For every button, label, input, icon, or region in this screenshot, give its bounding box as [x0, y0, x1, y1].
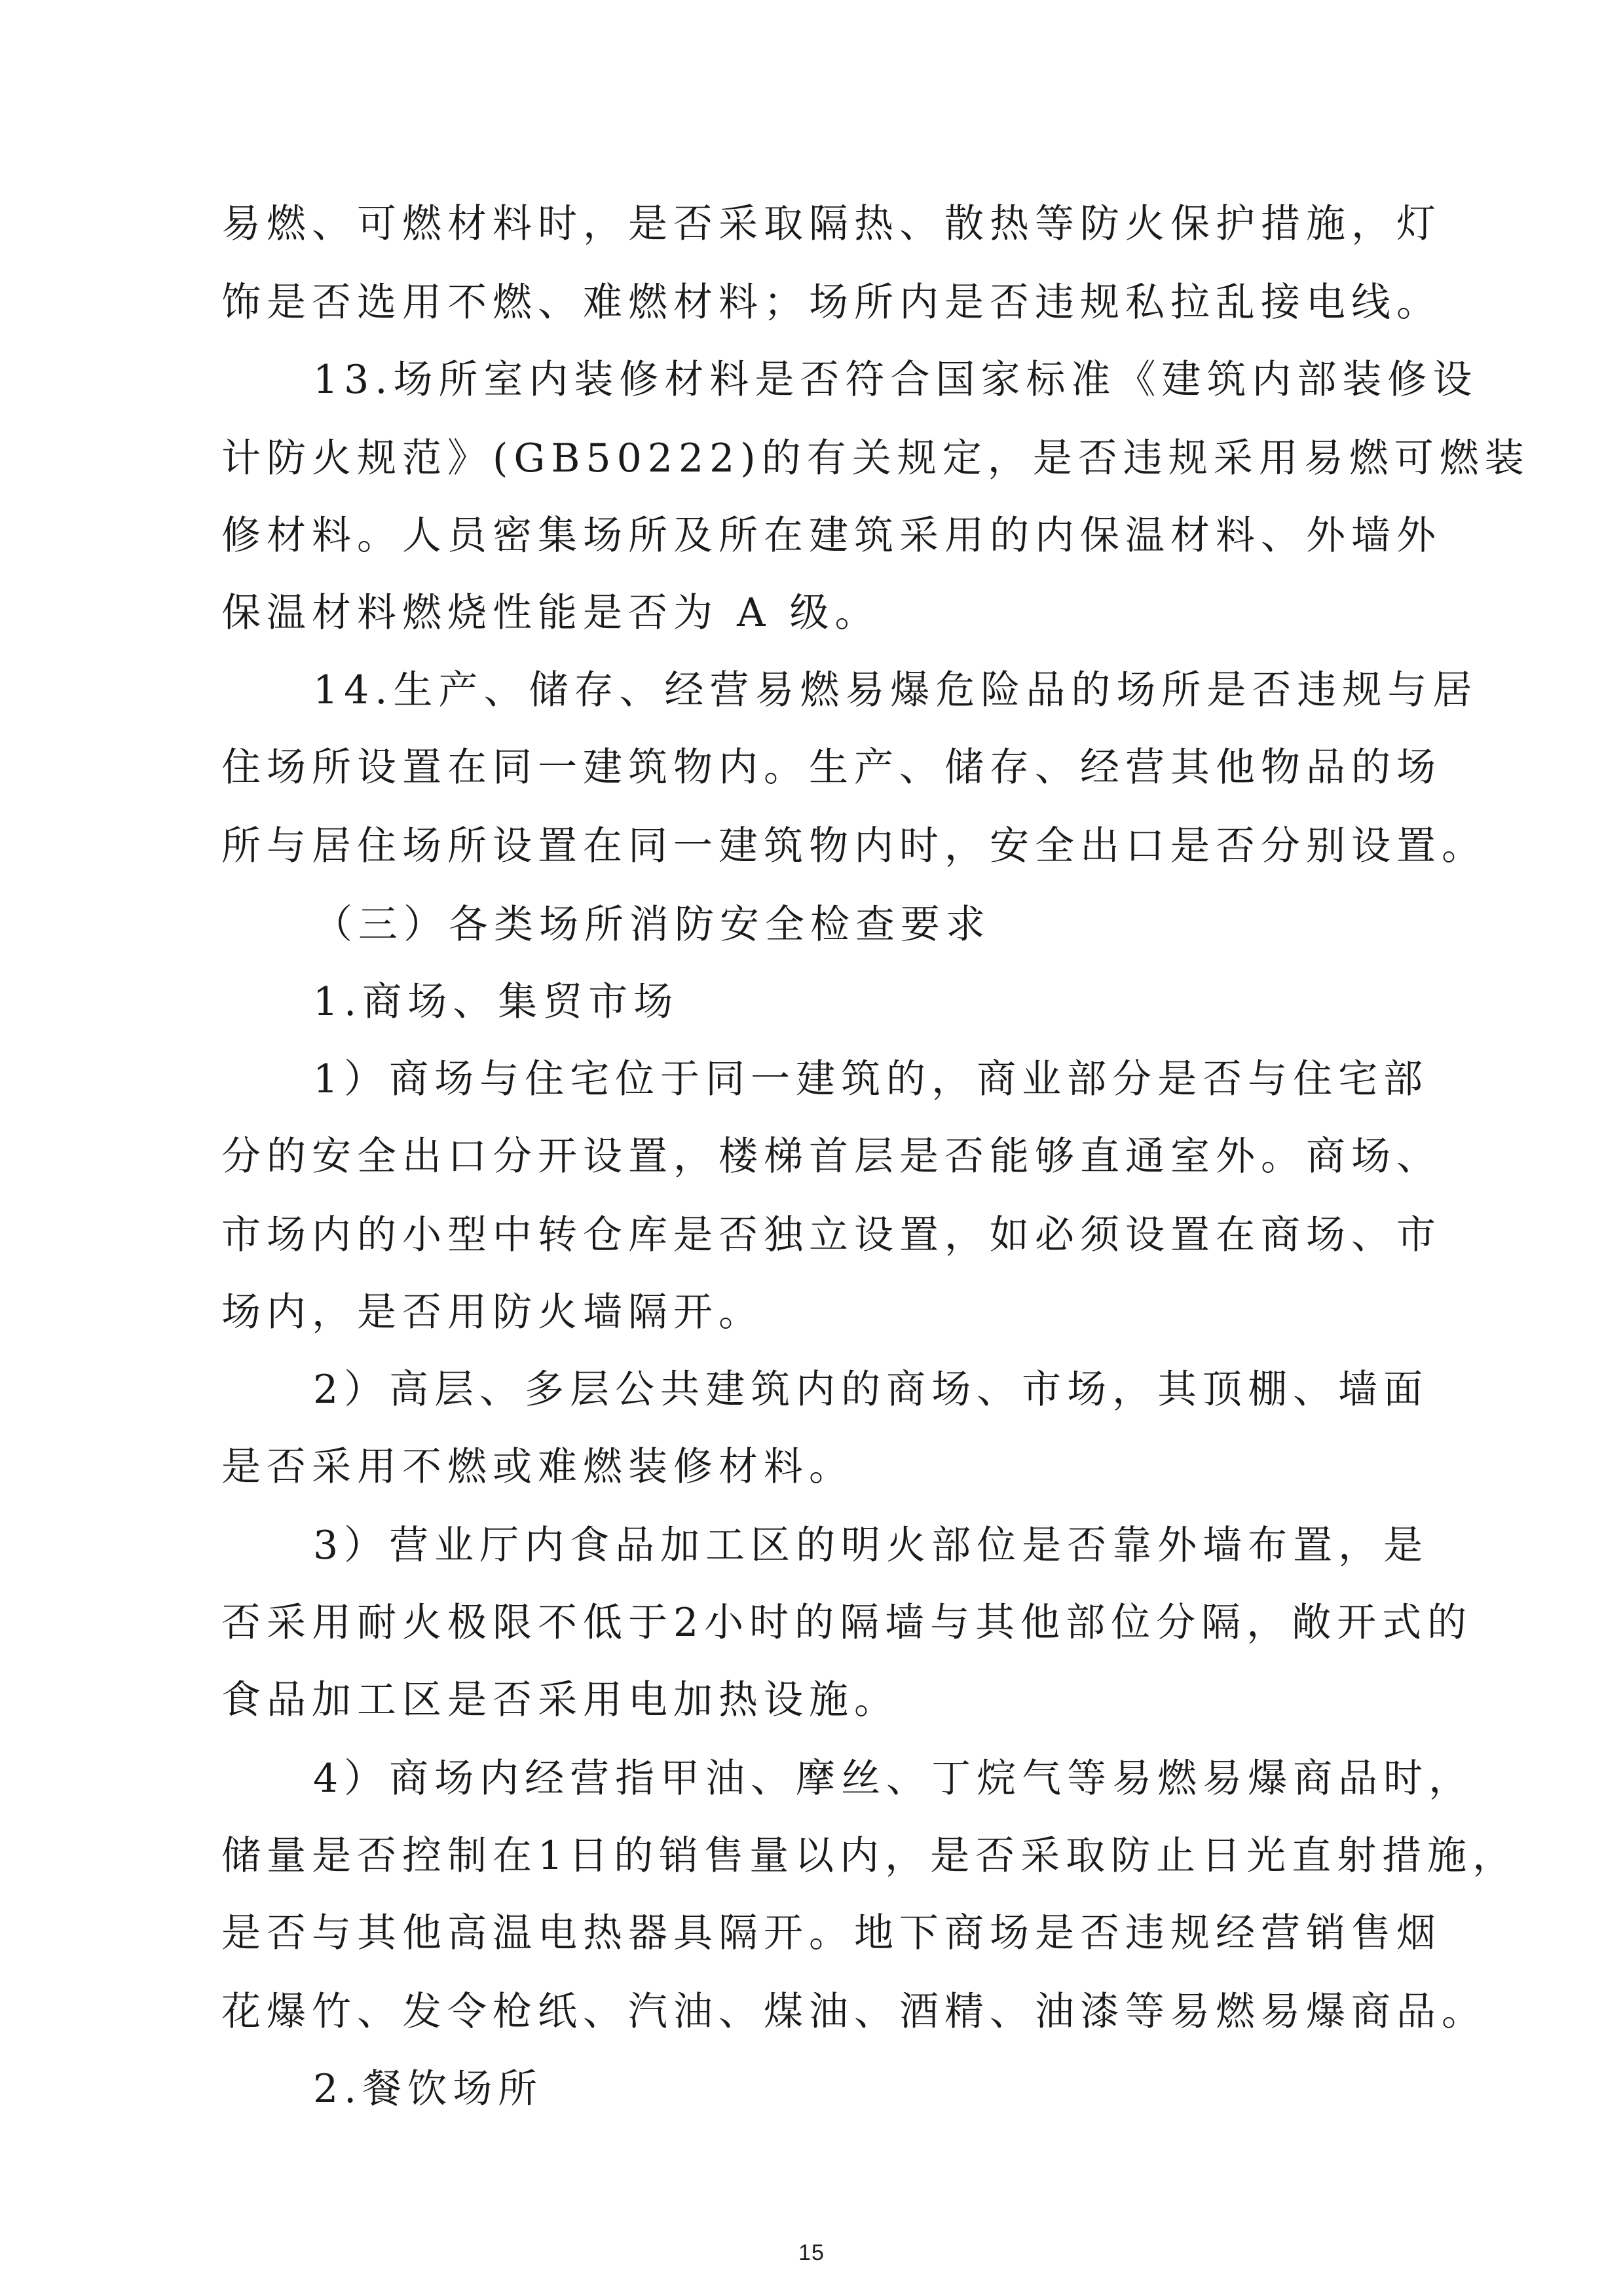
text-line: 13.场所室内装修材料是否符合国家标准《建筑内部装修设 — [313, 357, 1478, 403]
text-line: 修材料。人员密集场所及所在建筑采用的内保温材料、外墙外 — [221, 513, 1442, 559]
section-heading: （三）各类场所消防安全检查要求 — [313, 902, 991, 948]
text-line: 食品加工区是否采用电加热设施。 — [221, 1677, 899, 1723]
text-line: 市场内的小型中转仓库是否独立设置，如必须设置在商场、市 — [221, 1212, 1442, 1258]
text-line: 保温材料燃烧性能是否为 A 级。 — [221, 590, 880, 636]
text-line: 住场所设置在同一建筑物内。生产、储存、经营其他物品的场 — [221, 745, 1442, 790]
text-line: 否采用耐火极限不低于2小时的隔墙与其他部位分隔，敞开式的 — [221, 1600, 1473, 1646]
text-line: 分的安全出口分开设置，楼梯首层是否能够直通室外。商场、 — [221, 1134, 1442, 1179]
text-line: 2）高层、多层公共建筑内的商场、市场，其顶棚、墙面 — [313, 1367, 1429, 1413]
text-line: 3）营业厅内食品加工区的明火部位是否靠外墙布置，是 — [313, 1523, 1429, 1568]
text-line: 是否与其他高温电热器具隔开。地下商场是否违规经营销售烟 — [221, 1910, 1442, 1956]
text-line: 14.生产、储存、经营易燃易爆危险品的场所是否违规与居 — [313, 667, 1478, 713]
text-line: 所与居住场所设置在同一建筑物内时，安全出口是否分别设置。 — [221, 823, 1487, 869]
text-line: 储量是否控制在1日的销售量以内，是否采取防止日光直射措施， — [221, 1833, 1518, 1879]
text-line: 花爆竹、发令枪纸、汽油、煤油、酒精、油漆等易燃易爆商品。 — [221, 1989, 1487, 2035]
subsection-heading: 1.商场、集贸市场 — [313, 979, 679, 1025]
subsection-heading: 2.餐饮场所 — [313, 2066, 544, 2112]
text-line: 计防火规范》(GB50222)的有关规定，是否违规采用易燃可燃装 — [221, 435, 1530, 481]
page-number: 15 — [798, 2240, 825, 2265]
text-line: 1）商场与住宅位于同一建筑的，商业部分是否与住宅部 — [313, 1056, 1429, 1102]
text-line: 场内，是否用防火墙隔开。 — [221, 1289, 764, 1335]
text-line: 是否采用不燃或难燃装修材料。 — [221, 1444, 854, 1490]
text-line: 易燃、可燃材料时，是否采取隔热、散热等防火保护措施，灯 — [221, 201, 1442, 247]
text-line: 饰是否选用不燃、难燃材料；场所内是否违规私拉乱接电线。 — [221, 280, 1442, 325]
text-line: 4）商场内经营指甲油、摩丝、丁烷气等易燃易爆商品时， — [313, 1756, 1474, 1802]
